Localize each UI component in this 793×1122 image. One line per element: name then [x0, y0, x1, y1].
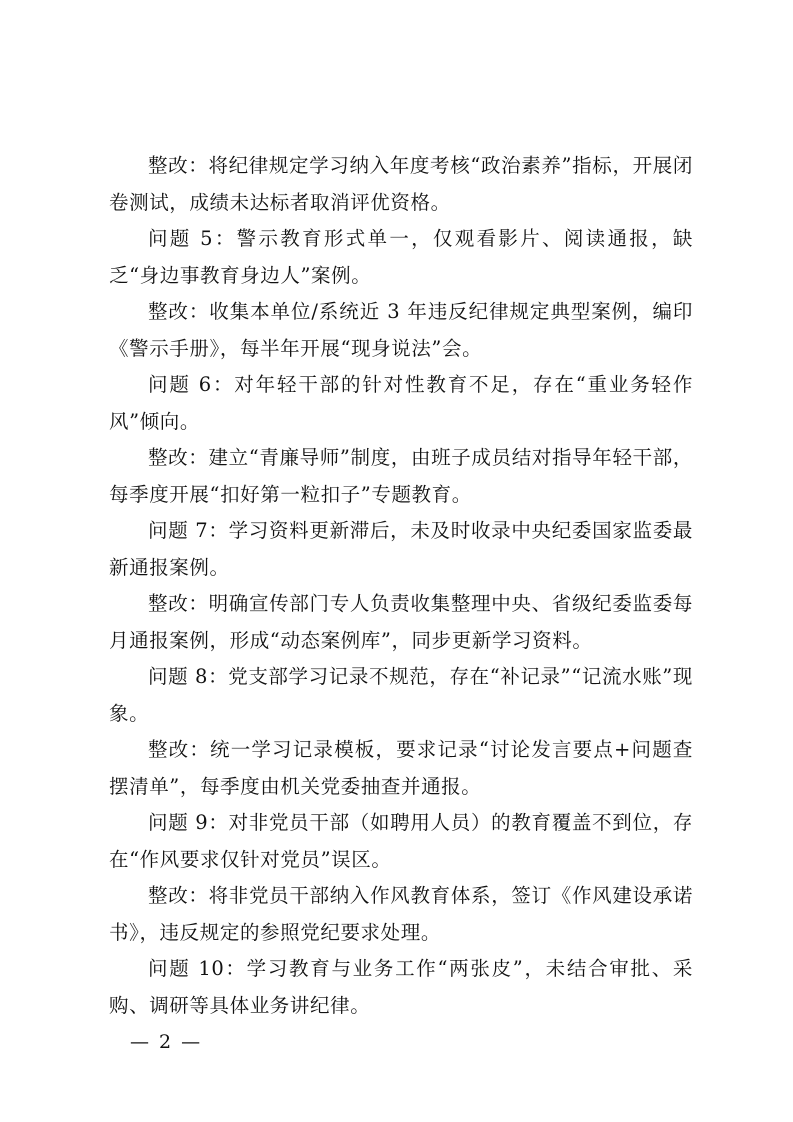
paragraph: 整改：建立“青廉导师”制度，由班子成员结对指导年轻干部，每季度开展“扣好第一粒扣子”专题教育。 [109, 446, 693, 506]
paragraph: 问题 5：警示教育形式单一，仅观看影片、阅读通报，缺乏“身边事教育身边人”案例。 [109, 227, 693, 287]
paragraph: 问题 7：学习资料更新滞后，未及时收录中央纪委国家监委最新通报案例。 [109, 519, 693, 579]
paragraph: 问题 10：学习教育与业务工作“两张皮”，未结合审批、采购、调研等具体业务讲纪律。 [109, 957, 693, 1017]
paragraph: 问题 8：党支部学习记录不规范，存在“补记录”“记流水账”现象。 [109, 665, 693, 725]
document-body [109, 148, 693, 1024]
paragraph: 问题 9：对非党员干部（如聘用人员）的教育覆盖不到位，存在“作风要求仅针对党员”误区。 [109, 811, 693, 871]
paragraph: 问题 6：对年轻干部的针对性教育不足，存在“重业务轻作风”倾向。 [109, 373, 693, 433]
page-number: — 2 — [130, 1031, 203, 1053]
paragraph: 整改：将非党员干部纳入作风教育体系，签订《作风建设承诺书》，违反规定的参照党纪要求处理。 [109, 884, 693, 944]
paragraph: 整改：收集本单位/系统近 3 年违反纪律规定典型案例，编印《警示手册》，每半年开展“现身说法”会。 [109, 300, 693, 360]
paragraph: 整改：明确宣传部门专人负责收集整理中央、省级纪委监委每月通报案例，形成“动态案例库”，同步更新学习资料。 [109, 592, 693, 652]
paragraph: 整改：将纪律规定学习纳入年度考核“政治素养”指标，开展闭卷测试，成绩未达标者取消评优资格。 [109, 154, 693, 214]
paragraph: 整改：统一学习记录模板，要求记录“讨论发言要点+问题查摆清单”，每季度由机关党委抽查并通报。 [109, 738, 693, 798]
